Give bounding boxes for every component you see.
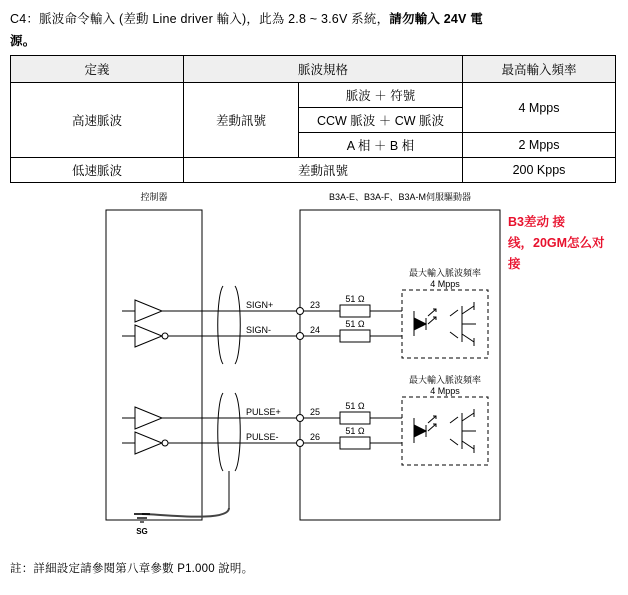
pin-number-24: 24 — [310, 325, 321, 335]
resistor-label-sign-plus: 51 Ω — [345, 294, 365, 304]
header-max-freq: 最高輸入頻率 — [463, 56, 616, 83]
table-row — [11, 83, 616, 108]
line-driver-buffer-3 — [135, 407, 162, 429]
pin-number-25: 25 — [310, 407, 321, 417]
driver-label: B3A-E、B3A-F、B3A-M伺服驅動器 — [328, 192, 472, 202]
ground-label: SG — [136, 527, 148, 536]
footer-note: 註：詳細設定請參閱第八章參數 P1.000 說明。 — [10, 563, 254, 575]
table-body — [11, 83, 616, 183]
cell-signal-type-low: 差動訊號 — [184, 158, 463, 183]
pin-number-23: 23 — [310, 300, 321, 310]
signal-label-sign-plus: SIGN+ — [246, 300, 274, 310]
cell-spec-ccw-cw: CCW 脈波 ＋ CW 脈波 — [299, 108, 463, 133]
resistor-label-pulse-minus: 51 Ω — [345, 426, 365, 436]
intro-line1-bold: 請勿輸入 24V 電 — [389, 12, 483, 26]
resistor-label-pulse-plus: 51 Ω — [345, 401, 365, 411]
cell-spec-ab-phase: A 相 ＋ B 相 — [299, 133, 463, 158]
pin-number-26: 26 — [310, 432, 321, 442]
cell-freq-2mpps: 2 Mpps — [463, 133, 616, 158]
pulse-spec-table — [10, 55, 616, 183]
annotation-line-2: 线，20GM怎么对 — [508, 236, 605, 250]
header-definition: 定義 — [11, 56, 184, 83]
table-header — [11, 56, 616, 83]
max-freq-label-1b: 4 Mpps — [430, 279, 460, 289]
intro-line2-bold: 源。 — [10, 34, 36, 48]
line-driver-buffer-1 — [135, 300, 162, 322]
cell-freq-4mpps: 4 Mpps — [463, 83, 616, 133]
cell-spec-pulse-sign: 脈波 ＋ 符號 — [299, 83, 463, 108]
intro-paragraph — [10, 8, 616, 52]
annotation-line-3: 接 — [508, 257, 521, 271]
max-freq-label-2a: 最大輸入脈波頻率 — [408, 375, 482, 385]
max-freq-label-1a: 最大輸入脈波頻率 — [408, 268, 482, 278]
intro-line1-plain: C4：脈波命令輸入 (差動 Line driver 輸入)，此為 2.8 ~ 3.6V 系統， — [10, 12, 390, 26]
max-freq-label-2b: 4 Mpps — [430, 386, 460, 396]
annotation-line-1: B3差动 接 — [508, 215, 565, 229]
line-driver-buffer-2 — [135, 325, 162, 347]
header-pulse-spec: 脈波規格 — [184, 56, 463, 83]
driver-box — [300, 210, 500, 520]
cell-definition-high: 高速脈波 — [11, 83, 184, 158]
signal-label-pulse-minus: PULSE- — [246, 432, 279, 442]
red-annotation — [508, 212, 623, 275]
cell-freq-200kpps: 200 Kpps — [463, 158, 616, 183]
controller-label: 控制器 — [140, 192, 168, 202]
signal-label-sign-minus: SIGN- — [246, 325, 272, 335]
controller-box — [106, 210, 202, 520]
resistor-label-sign-minus: 51 Ω — [345, 319, 365, 329]
line-driver-buffer-4 — [135, 432, 162, 454]
cell-definition-low: 低速脈波 — [11, 158, 184, 183]
table-header-row — [11, 56, 616, 83]
signal-label-pulse-plus: PULSE+ — [246, 407, 281, 417]
cell-signal-type-high: 差動訊號 — [184, 83, 299, 158]
